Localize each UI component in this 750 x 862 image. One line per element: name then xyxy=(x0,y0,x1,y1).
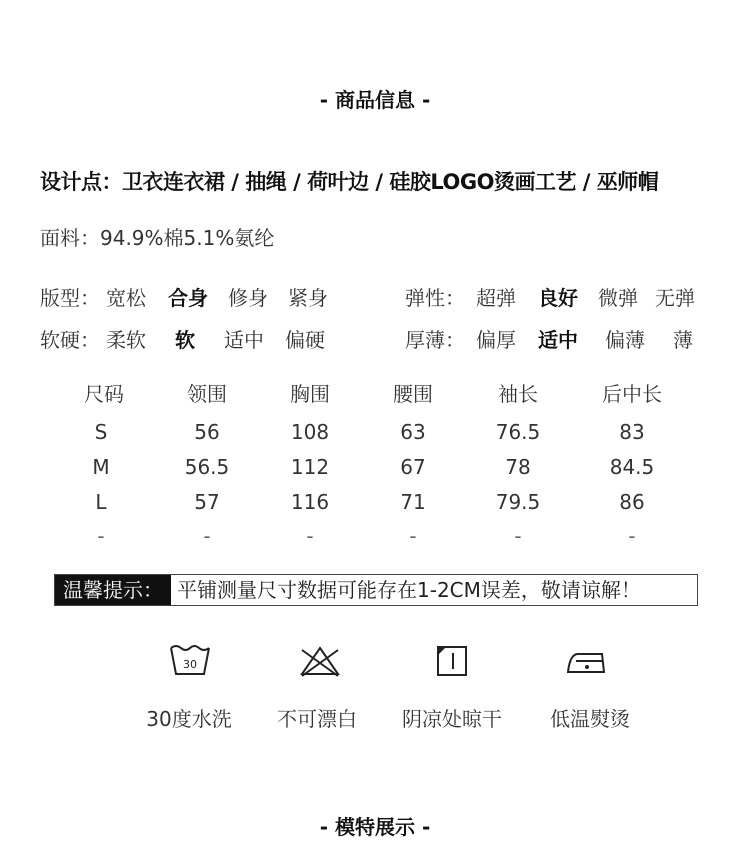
table-header: 尺码 xyxy=(84,382,124,406)
softness-option-selected: 软 xyxy=(175,328,195,352)
elasticity-label: 弹性： xyxy=(405,286,465,310)
section-title-product-info: - 商品信息 - xyxy=(319,88,431,112)
tip-text: 平铺测量尺寸数据可能存在1-2CM误差，敬请谅解！ xyxy=(177,578,641,602)
table-row xyxy=(0,490,750,516)
fabric-composition: 面料：94.9%棉5.1%氨纶 xyxy=(40,226,275,250)
wash-temp-text: 30 xyxy=(183,658,197,671)
fit-option: 修身 xyxy=(228,286,268,310)
table-cell: 63 xyxy=(400,420,426,444)
table-header: 后中长 xyxy=(602,382,662,406)
table-cell: 76.5 xyxy=(495,420,541,444)
softness-option: 偏硬 xyxy=(285,328,325,352)
fit-label: 版型： xyxy=(40,286,100,310)
table-cell: - xyxy=(628,524,636,548)
care-label: 30度水洗 xyxy=(146,707,232,731)
tip-label: 温馨提示： xyxy=(55,575,171,605)
care-label: 不可漂白 xyxy=(277,707,357,731)
softness-row xyxy=(0,324,750,354)
thickness-option-selected: 适中 xyxy=(538,328,578,352)
care-label: 阴凉处晾干 xyxy=(402,707,502,731)
table-cell: 116 xyxy=(290,490,330,514)
elasticity-option: 无弹 xyxy=(655,286,695,310)
softness-label: 软硬： xyxy=(40,328,100,352)
fit-option-selected: 合身 xyxy=(168,286,208,310)
table-header: 袖长 xyxy=(498,382,538,406)
table-header: 腰围 xyxy=(393,382,433,406)
table-header: 胸围 xyxy=(290,382,330,406)
table-cell: 84.5 xyxy=(609,455,655,479)
fit-option: 宽松 xyxy=(106,286,146,310)
table-row xyxy=(0,420,750,446)
table-header-row xyxy=(0,378,750,404)
table-cell: - xyxy=(514,524,522,548)
care-label: 低温熨烫 xyxy=(550,707,630,731)
table-cell: 108 xyxy=(290,420,330,444)
table-cell: 57 xyxy=(194,490,220,514)
design-points: 设计点：卫衣连衣裙 / 抽绳 / 荷叶边 / 硅胶LOGO烫画工艺 / 巫师帽 xyxy=(40,170,659,194)
table-cell: 56.5 xyxy=(184,455,230,479)
table-cell: 67 xyxy=(400,455,426,479)
table-cell: - xyxy=(203,524,211,548)
table-cell: - xyxy=(409,524,417,548)
table-cell: 78 xyxy=(505,455,531,479)
table-cell: 79.5 xyxy=(495,490,541,514)
fit-row xyxy=(0,282,750,312)
softness-option: 柔软 xyxy=(106,328,146,352)
thickness-option: 薄 xyxy=(673,328,693,352)
dry-in-shade-icon xyxy=(436,645,468,681)
table-row xyxy=(0,455,750,481)
low-iron-icon xyxy=(566,648,606,680)
table-cell: 83 xyxy=(619,420,645,444)
table-cell: 56 xyxy=(194,420,220,444)
table-cell: M xyxy=(92,455,110,479)
thickness-option: 偏厚 xyxy=(476,328,516,352)
softness-option: 适中 xyxy=(224,328,264,352)
table-cell: 71 xyxy=(400,490,426,514)
table-cell: 112 xyxy=(290,455,330,479)
wash-30-icon xyxy=(168,642,212,682)
table-row xyxy=(0,524,750,550)
elasticity-option-selected: 良好 xyxy=(538,286,578,310)
size-table xyxy=(0,378,750,548)
table-cell: - xyxy=(97,524,105,548)
table-cell: - xyxy=(306,524,314,548)
no-bleach-icon xyxy=(298,644,342,682)
table-header: 领围 xyxy=(187,382,227,406)
section-title-model-show: - 模特展示 - xyxy=(319,815,431,839)
table-cell: S xyxy=(94,420,108,444)
thickness-option: 偏薄 xyxy=(605,328,645,352)
table-cell: 86 xyxy=(619,490,645,514)
tip-box xyxy=(54,574,698,606)
elasticity-option: 微弹 xyxy=(598,286,638,310)
table-cell: L xyxy=(95,490,107,514)
fit-option: 紧身 xyxy=(288,286,328,310)
thickness-label: 厚薄： xyxy=(405,328,465,352)
elasticity-option: 超弹 xyxy=(476,286,516,310)
